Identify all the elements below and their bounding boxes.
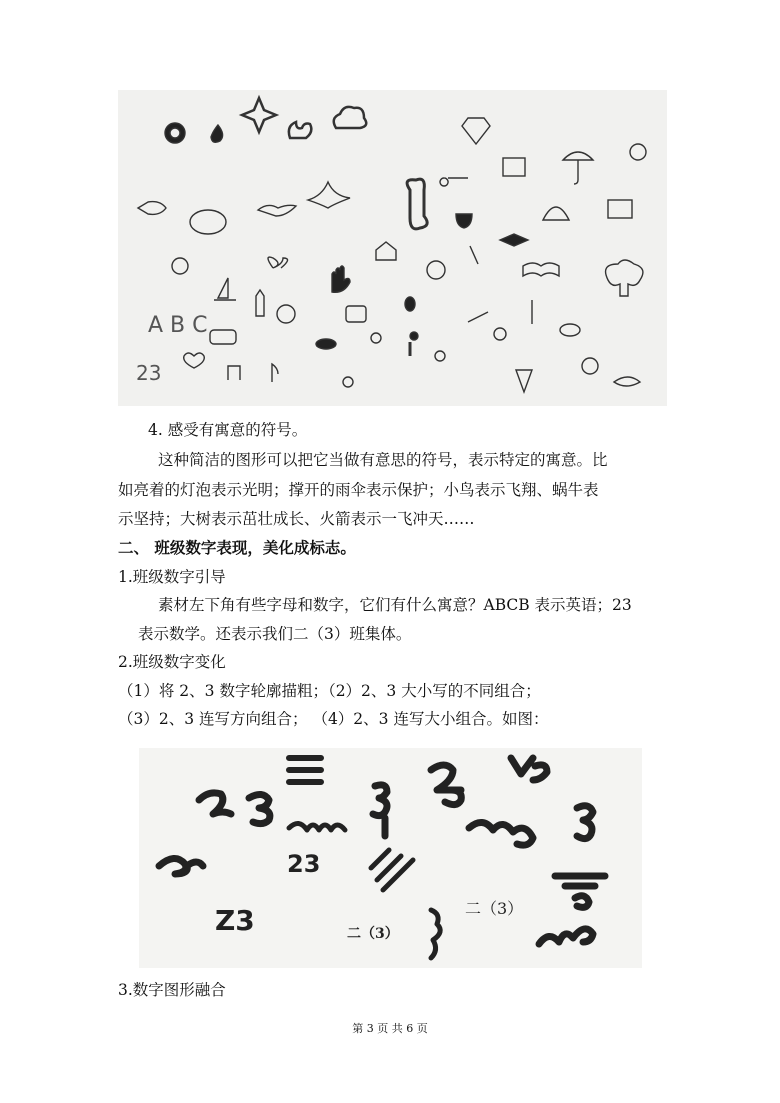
brush-3-vertical (373, 785, 387, 836)
cursive-23 (159, 858, 203, 874)
brush-3-right (577, 806, 593, 839)
person-icon-2 (410, 332, 418, 340)
sailboat-icon (214, 278, 236, 300)
cloud-icon (334, 107, 367, 128)
number-variations-photo (139, 748, 642, 968)
gift-icon (503, 158, 525, 176)
brush-23 (199, 793, 270, 824)
trophy-icon (456, 214, 472, 228)
star-icon (242, 98, 276, 132)
paragraph-line: 素材左下角有些字母和数字，它们有什么寓意？ABCB 表示英语；23 (158, 596, 632, 614)
snail-icon (172, 258, 188, 274)
leaf-icon (614, 377, 640, 386)
subheading-2: 2.班级数字变化 (118, 653, 226, 671)
pencil-icon (470, 246, 478, 264)
apple-icon (582, 358, 598, 374)
lollipop-icon (494, 328, 506, 340)
person-icon-3 (435, 351, 445, 361)
item-4-heading: 4. 感受有寓意的符号。 (148, 421, 308, 439)
ice-cream-icon (516, 370, 532, 392)
cursive-n3 (539, 929, 593, 944)
er-3-inline: 二（3） (465, 899, 524, 918)
subheading-3: 3.数字图形融合 (118, 981, 226, 999)
drop-icon (211, 125, 223, 142)
paragraph-line: 这种简洁的图形可以把它当做有意思的符号，表示特定的寓意。比 (158, 451, 608, 469)
mushroom-icon (560, 324, 580, 336)
paragraph-line: 表示数学。还表示我们二（3）班集体。 (138, 625, 412, 643)
bulb-icon (630, 144, 646, 160)
bird-icon (258, 205, 296, 216)
car-icon (210, 330, 236, 344)
house-icon (376, 242, 396, 260)
birdcage-icon (543, 207, 569, 220)
diamond-icon (462, 118, 490, 144)
page-footer: 第 3 页 共 6 页 (352, 1022, 428, 1035)
big-m3 (469, 822, 533, 845)
bold-23: 23 (287, 850, 321, 878)
ball-icon (277, 305, 295, 323)
number-23: 23 (136, 361, 162, 385)
er-3-small: 二（3） (347, 926, 399, 942)
tree-icon (606, 260, 643, 296)
paragraph-line: 示坚持；大树表示茁壮成长、火箭表示一飞冲天…… (118, 510, 475, 528)
rocket-icon (256, 290, 264, 316)
umbrella-icon (563, 152, 593, 184)
heart-icon (184, 353, 205, 368)
person-icon-4 (343, 377, 353, 387)
turtle-icon (190, 210, 226, 234)
graduation-cap-icon (500, 234, 528, 246)
music-notes-icon (228, 364, 278, 382)
fish-icon (138, 202, 166, 215)
candy-icon (468, 312, 488, 322)
key-icon (440, 178, 468, 186)
hand-icon (332, 266, 350, 292)
symbols-photo (118, 90, 667, 406)
thumbs-up-icon (346, 306, 366, 322)
stacked-3 (289, 758, 321, 782)
bone-icon (407, 179, 427, 229)
book-icon (523, 263, 559, 276)
er-3-right (555, 876, 605, 907)
letters-abc: A B C (148, 313, 208, 338)
sun-icon (165, 123, 185, 143)
subheading-1: 1.班级数字引导 (118, 568, 226, 586)
paragraph-line: （3）2、3 连写方向组合； （4）2、3 连写大小组合。如图： (118, 710, 549, 728)
slanted-23 (371, 850, 413, 890)
fire-icon (289, 122, 311, 138)
eagle-icon (308, 182, 350, 208)
toolbox-icon (608, 200, 632, 218)
paragraph-line: （1）将 2、3 数字轮廓描粗；（2）2、3 大小写的不同组合； (118, 682, 541, 700)
butterfly-icon (268, 257, 288, 268)
person-icon (371, 333, 381, 343)
paragraph-line: 如亮着的灯泡表示光明；撑开的雨伞表示保护；小鸟表示飞翔、蜗牛表 (118, 481, 599, 499)
brush-23-big (431, 765, 461, 805)
brush-z3-text: Z3 (215, 904, 255, 937)
footprint-icon (405, 297, 415, 311)
section-heading: 二、 班级数字表现，美化成标志。 (118, 538, 356, 557)
eye-icon (316, 339, 336, 349)
target-icon (427, 261, 445, 279)
brush-z3 (511, 758, 547, 780)
vertical-3 (431, 910, 440, 958)
small-m3 (289, 823, 345, 830)
